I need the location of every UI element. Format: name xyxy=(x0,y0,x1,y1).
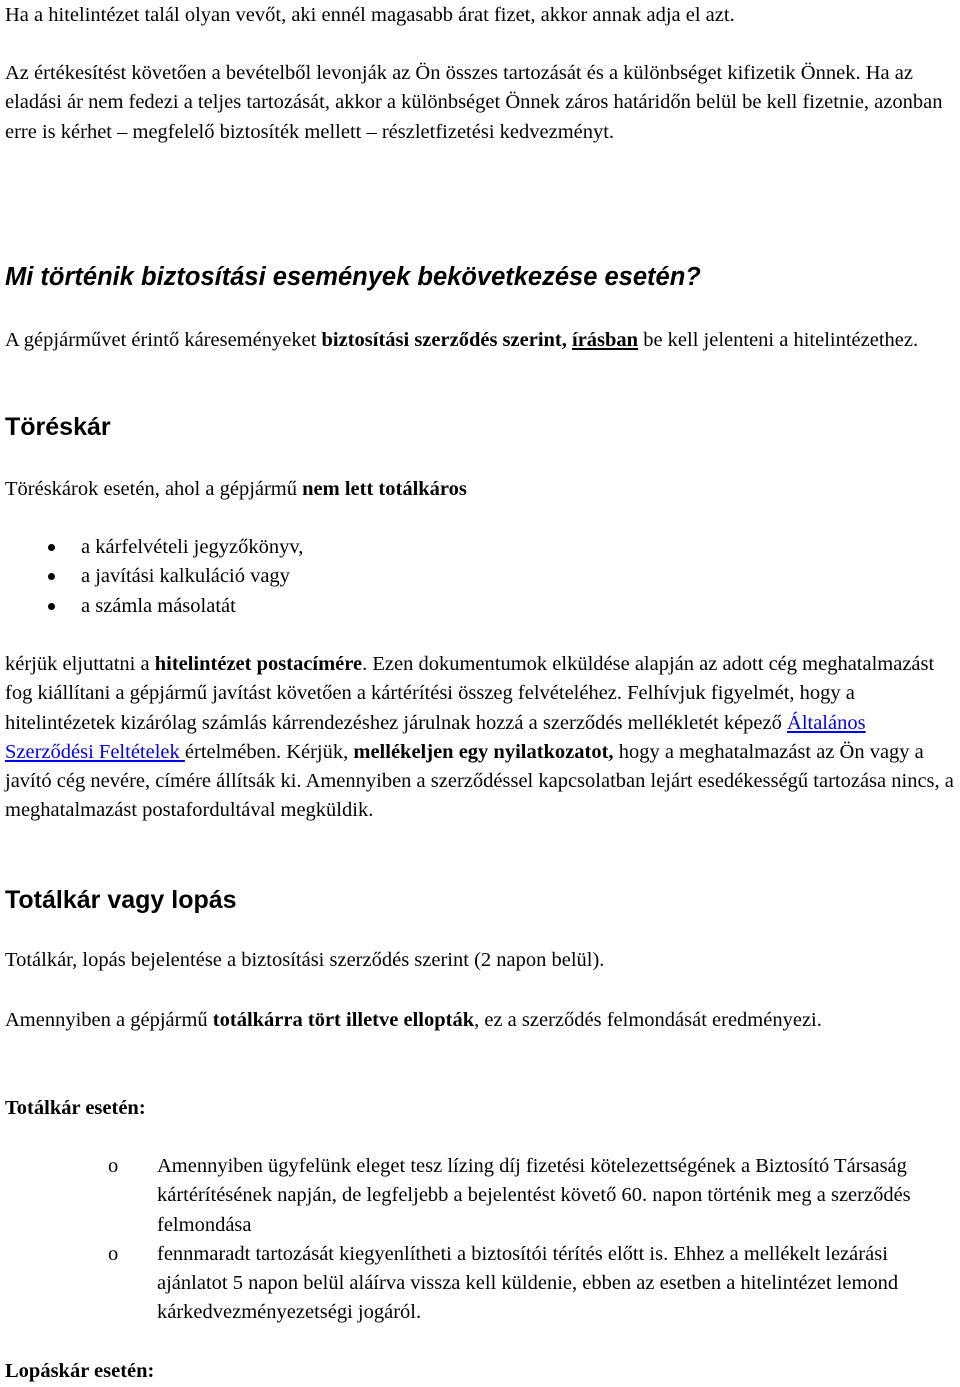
circle-bullet-icon: o xyxy=(108,1155,119,1177)
paragraph-report-claims: A gépjárművet érintő káreseményeket biztosítási szerződés szerint, írásban be kell jelenteni a hitelintézethez. xyxy=(5,329,919,351)
list-item: a számla másolatát xyxy=(0,592,960,621)
paragraph-toreskar-intro: Töréskárok esetén, ahol a gépjármű nem lett totálkáros xyxy=(5,478,467,500)
general-terms-link[interactable]: Általános Szerződési Feltételek xyxy=(5,711,866,763)
circle-bullet-icon: o xyxy=(108,1242,119,1265)
bullet-icon xyxy=(48,603,55,610)
heading-toreskar: Töréskár xyxy=(5,413,111,441)
heading-lopaskar-eseten: Lopáskár esetén: xyxy=(5,1360,155,1382)
paragraph-send-documents: kérjük eljuttatni a hitelintézet postacímére. Ezen dokumentumok elküldése alapján az adott cég meghatalmazást fog kiállítani a gépjármű javítást követően a kártérítési összeg felvételéhez. Felhívjuk figyelmét, hogy a hitelintézetek kizárólag számlás kárrendezéshez járulnak hozzá a szerződés mellékletét képező Általános Szerződési Feltételek értelmében. Kérjük, mellékeljen egy nyilatkozatot, hogy a meghatalmazást az Ön vagy a javító cég nevére, címére állítsák ki. Amennyiben a szerződéssel kapcsolatban lejárt esedékességű tartozása nincs, a meghatalmazást postafordultával megküldik. xyxy=(5,653,954,822)
list-item: a kárfelvételi jegyzőkönyv, xyxy=(0,533,960,562)
heading-insurance-events: Mi történik biztosítási események bekövetkezése esetén? xyxy=(5,263,701,291)
heading-totalkar-eseten: Totálkár esetén: xyxy=(5,1097,146,1119)
totalkar-list xyxy=(0,1152,958,1328)
bullet-icon xyxy=(48,544,55,551)
list-item: a javítási kalkuláció vagy xyxy=(0,562,960,591)
list-item: o Amennyiben ügyfelünk eleget tesz lízing díj fizetési kötelezettségének a Biztosító Társaság kártérítésének napján, de legfeljebb a bejelentést követő 60. napon történik meg a szerződés felmondása xyxy=(0,1152,958,1240)
paragraph-total-termination: Amennyiben a gépjármű totálkárra tört illetve ellopták, ez a szerződés felmondását eredményezi. xyxy=(5,1009,822,1031)
bullet-icon xyxy=(48,573,55,580)
paragraph-total-report: Totálkár, lopás bejelentése a biztosítási szerződés szerint (2 napon belül). xyxy=(5,949,605,971)
paragraph-sale-proceeds: Az értékesítést követően a bevételből levonják az Ön összes tartozását és a különbséget kifizetik Önnek. Ha az eladási ár nem fedezi a teljes tartozását, akkor a különbséget Önnek záros határidőn belül be kell fizetnie, azonban erre is kérhet – megfelelő biztosíték mellett – részletfizetési kedvezményt. xyxy=(5,62,943,143)
heading-totalkar-lopas: Totálkár vagy lopás xyxy=(5,886,237,914)
paragraph-buyer: Ha a hitelintézet talál olyan vevőt, aki ennél magasabb árat fizet, akkor annak adja el azt. xyxy=(5,4,735,26)
list-item: o fennmaradt tartozását kiegyenlítheti a biztosítói térítés előtt is. Ehhez a mellékelt lezárási ajánlatot 5 napon belül aláírva vissza kell küldenie, ebben az esetben a hitelintézet lemond kárkedvezményezetségi jogáról. xyxy=(0,1240,958,1328)
document-list xyxy=(0,533,960,621)
